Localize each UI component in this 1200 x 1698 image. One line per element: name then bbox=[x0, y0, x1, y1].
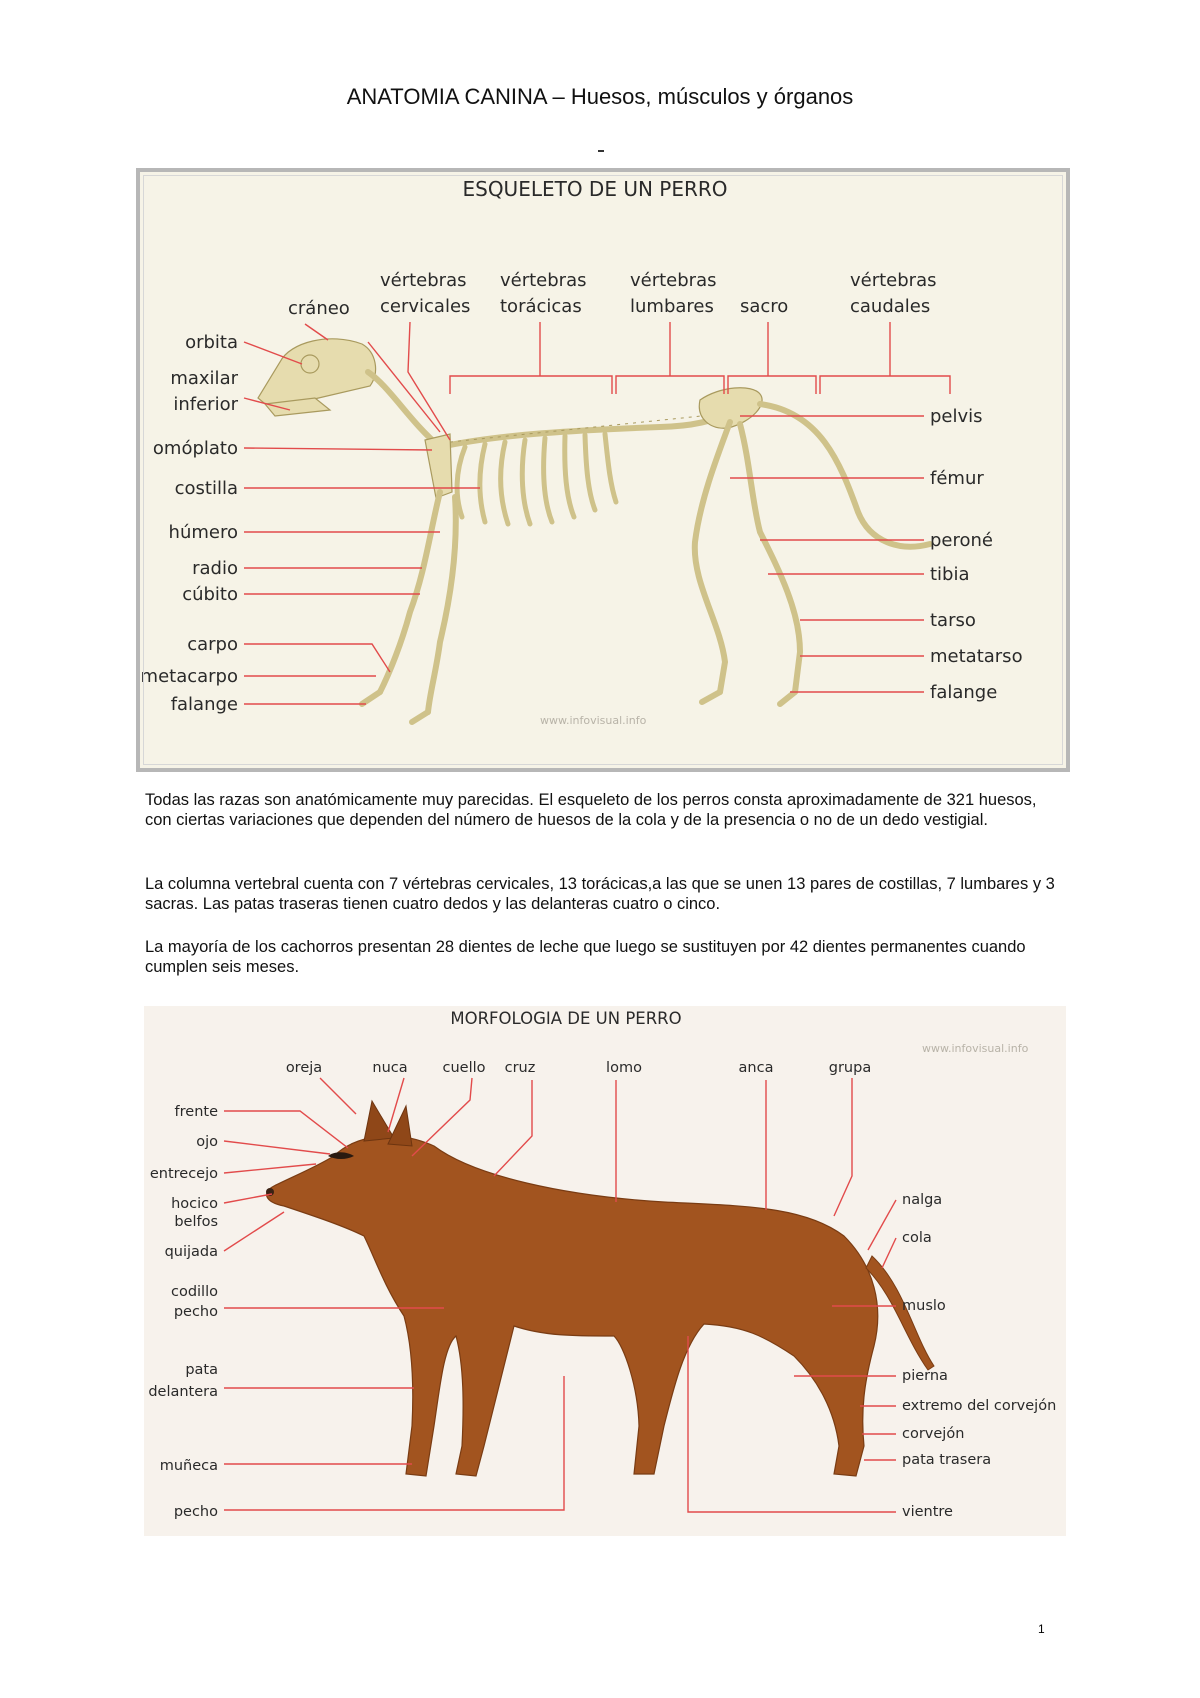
label-grupa: grupa bbox=[828, 1060, 872, 1076]
skeleton-figure bbox=[136, 168, 1070, 772]
morphology-figure bbox=[144, 1006, 1066, 1536]
label-ojo: ojo bbox=[196, 1134, 218, 1150]
label-craneo: cráneo bbox=[288, 298, 350, 319]
label-sacro: sacro bbox=[740, 296, 789, 317]
label-nuca: nuca bbox=[372, 1060, 408, 1076]
morphology-title: MORFOLOGIA DE UN PERRO bbox=[450, 1009, 682, 1028]
skeleton-title: ESQUELETO DE UN PERRO bbox=[462, 177, 728, 201]
label-codillo: codillo bbox=[170, 1284, 218, 1300]
label-metatarso: metatarso bbox=[930, 646, 1023, 667]
label-omoplato: omóplato bbox=[152, 438, 238, 459]
paragraph-spine: La columna vertebral cuenta con 7 vértebras cervicales, 13 torácicas,a las que se unen 13 pares de costillas, 7 lumbares y 3 sacras. Las patas traseras tienen cuatro dedos y las delanteras cuatro o cinco. bbox=[145, 875, 1055, 913]
page-title: ANATOMIA CANINA – Huesos, músculos y órganos bbox=[346, 84, 854, 109]
skeleton-diagram bbox=[140, 172, 1066, 768]
label-pecho-1: pecho bbox=[173, 1304, 218, 1320]
page-number: 1 bbox=[1038, 1622, 1045, 1636]
paragraph-teeth: La mayoría de los cachorros presentan 28 dientes de leche que luego se sustituyen por 42 dientes permanentes cuando cumplen seis meses. bbox=[145, 938, 1026, 976]
label-cuello: cuello bbox=[442, 1060, 486, 1076]
label-nalga: nalga bbox=[902, 1192, 943, 1208]
label-muneca: muñeca bbox=[159, 1458, 218, 1474]
label-orbita: orbita bbox=[185, 332, 238, 353]
label-entrecejo: entrecejo bbox=[149, 1166, 218, 1182]
label-lumbares-2: lumbares bbox=[630, 296, 714, 317]
label-quijada: quijada bbox=[164, 1244, 218, 1260]
label-toracicas-2: torácicas bbox=[500, 296, 582, 317]
label-pelvis: pelvis bbox=[930, 406, 983, 427]
label-pata-2: delantera bbox=[148, 1384, 218, 1400]
label-tarso: tarso bbox=[930, 610, 976, 631]
label-femur: fémur bbox=[930, 468, 984, 489]
morphology-diagram bbox=[144, 1006, 1066, 1536]
label-carpo: carpo bbox=[187, 634, 238, 655]
label-humero: húmero bbox=[168, 522, 238, 543]
label-cola: cola bbox=[902, 1230, 932, 1246]
label-cruz: cruz bbox=[504, 1060, 536, 1076]
label-falange-right: falange bbox=[930, 682, 998, 703]
label-hocico: hocico bbox=[171, 1196, 218, 1212]
label-cervicales-1: vértebras bbox=[380, 270, 467, 291]
paragraph-bones: Todas las razas son anatómicamente muy parecidas. El esqueleto de los perros consta aproximadamente de 321 huesos, con ciertas variaciones que dependen del número de huesos de la cola y de la presencia o no de un dedo vestigial. bbox=[145, 791, 1037, 829]
morphology-watermark: www.infovisual.info bbox=[922, 1042, 1029, 1055]
label-maxilar-2: inferior bbox=[173, 394, 238, 415]
label-caudales-2: caudales bbox=[850, 296, 931, 317]
label-falange-left: falange bbox=[170, 694, 238, 715]
label-vientre: vientre bbox=[902, 1504, 953, 1520]
label-maxilar-1: maxilar bbox=[170, 368, 238, 389]
label-pata-1: pata bbox=[185, 1362, 218, 1378]
label-caudales-1: vértebras bbox=[850, 270, 937, 291]
label-toracicas-1: vértebras bbox=[500, 270, 587, 291]
label-extremo-corvejon: extremo del corvejón bbox=[902, 1398, 1057, 1414]
label-pata-trasera: pata trasera bbox=[902, 1452, 992, 1468]
separator-mark bbox=[598, 150, 604, 152]
label-anca: anca bbox=[738, 1060, 774, 1076]
label-pierna: pierna bbox=[902, 1368, 948, 1384]
label-frente: frente bbox=[174, 1104, 218, 1120]
label-pecho-2: pecho bbox=[173, 1504, 218, 1520]
label-lumbares-1: vértebras bbox=[630, 270, 717, 291]
label-belfos: belfos bbox=[174, 1214, 218, 1230]
label-muslo: muslo bbox=[902, 1298, 946, 1314]
label-oreja: oreja bbox=[285, 1060, 323, 1076]
label-cervicales-2: cervicales bbox=[380, 296, 471, 317]
label-corvejon: corvejón bbox=[902, 1426, 965, 1442]
label-radio: radio bbox=[192, 558, 238, 579]
label-cubito: cúbito bbox=[182, 584, 238, 605]
label-costilla: costilla bbox=[174, 478, 238, 499]
label-lomo: lomo bbox=[606, 1060, 642, 1076]
skeleton-watermark: www.infovisual.info bbox=[540, 714, 647, 727]
label-perone: peroné bbox=[930, 530, 993, 551]
label-metacarpo: metacarpo bbox=[140, 666, 238, 687]
label-tibia: tibia bbox=[930, 564, 970, 585]
